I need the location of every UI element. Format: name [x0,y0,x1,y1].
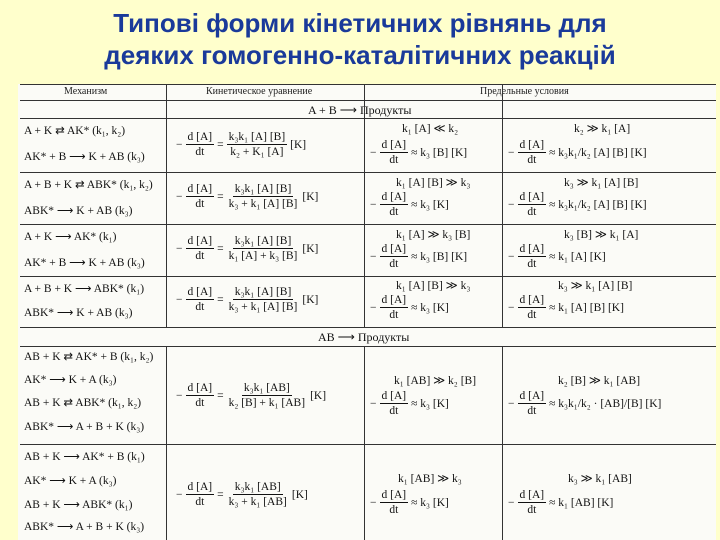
mechanism-step: AK* ⟶ K + A (k₃) [24,475,117,487]
limit-2-result: ≈ k₁ [A] [B] [K] [549,301,624,314]
mechanism-step: AK* + B ⟶ K + AB (k₃) [24,151,145,163]
header-rate-equation: Кинетическое уравнение [206,86,313,97]
rate-denominator: k₃ + k₁ [AB] [228,496,287,508]
rule-header [20,100,716,101]
mechanism-step: AB + K ⇄ ABK* (k₁, k₂) [24,397,142,409]
mechanism-step: ABK* ⟶ K + AB (k₃) [24,205,133,217]
rate-denominator: k₃ + k₁ [A] [B] [228,301,298,313]
mechanism-step: A + B + K ⟶ ABK* (k₁) [24,283,145,295]
limit-2-result: ≈ k₁ [A] [K] [549,250,606,263]
rate-equation: − $\frac{d [A]}{dt}$ = $\frac{\text{k₃k₁ [A] [B]}}{\text{k₃ + k₁ [A] [B]}}$ [K] [176,183,319,210]
limit-1-condition: k₁ [A] [B] ≫ k₃ [396,177,471,189]
limit-2-result: ≈ k₃k₁/k₂ [A] [B] [K] [549,198,647,211]
mechanism-step: AB + K ⇄ AK* + B (k₁, k₂) [24,351,154,363]
rate-numerator: k₃k₁ [A] [B] [234,286,292,298]
rate-equation: − $\frac{d [A]}{dt}$ = $\frac{\text{k₃k₁ [A] [B]}}{\text{k₁ [A] + k₃ [B]}}$ [K] [176,235,319,262]
limit-1-result: ≈ k₃ [K] [411,496,449,509]
mechanism-step: AB + K ⟶ ABK* (k₁) [24,499,133,511]
rate-equation: − $\frac{d [A]}{dt}$ = $\frac{\text{k₃k₁ [AB]}}{\text{k₃ + k₁ [AB]}}$ [K] [176,481,308,508]
col-rule-3b [502,346,503,540]
rate-denominator: k₃ + k₁ [A] [B] [228,198,298,210]
col-rule-2b [364,346,365,540]
rule-row-4 [20,327,716,328]
col-rule-1b [166,346,167,540]
header-mechanism: Механизм [64,86,108,97]
rate-equation: − $\frac{d [A]}{dt}$ = $\frac{\text{k₃k₁ [A] [B]}}{\text{k₃ + k₁ [A] [B]}}$ [K] [176,286,319,313]
limit-2-result: ≈ k₁ [AB] [K] [549,496,614,509]
limit-1-condition: k₁ [AB] ≫ k₂ [B] [394,375,477,387]
rate-equation: − $\frac{d [A]}{dt}$ = $\frac{\text{k₃k₁ [AB]}}{\text{k₂ [B] + k₁ [AB]}}$ [K] [176,382,327,409]
rate-catalyst: [K] [291,488,308,501]
mechanism-step: AB + K ⟶ AK* + B (k₁) [24,451,145,463]
rate-denominator: k₂ [B] + k₁ [AB] [228,397,306,409]
limit-1-result: ≈ k₃ [K] [411,198,449,211]
rate-catalyst: [K] [290,138,307,151]
rate-catalyst: [K] [302,242,319,255]
limit-1-condition: k₁ [AB] ≫ k₃ [398,473,462,485]
rate-denominator: k₂ + K₁ [A] [230,146,284,158]
limit-2-equation: − $\frac{d [A]}{dt}$ ≈ k₃k₁/k₂ · [AB]/[B] [K] [508,390,662,417]
rate-numerator: k₃k₁ [AB] [234,481,281,493]
limit-2-condition: k₃ ≫ k₁ [A] [B] [564,177,639,189]
limit-1-condition: k₁ [A] ≪ k₂ [402,123,459,135]
limit-1-result: ≈ k₃ [K] [411,397,449,410]
limit-2-condition: k₂ ≫ k₁ [A] [574,123,631,135]
rule-top [20,84,716,85]
limit-1-equation: − $\frac{d [A]}{dt}$ ≈ k₃ [K] [370,489,449,516]
limit-1-equation: − $\frac{d [A]}{dt}$ ≈ k₃ [B] [K] [370,139,468,166]
rule-section-1 [20,118,716,119]
limit-1-result: ≈ k₃ [K] [411,301,449,314]
rule-row-5 [20,444,716,445]
limit-1-condition: k₁ [A] [B] ≫ k₃ [396,280,471,292]
limit-1-result: ≈ k₃ [B] [K] [411,146,468,159]
rate-numerator: k₃k₁ [AB] [243,382,290,394]
rule-row-3 [20,276,716,277]
limit-2-equation: − $\frac{d [A]}{dt}$ ≈ k₃k₁/k₂ [A] [B] [K] [508,139,647,166]
limit-2-equation: − $\frac{d [A]}{dt}$ ≈ k₁ [A] [K] [508,243,606,270]
mechanism-step: AK* + B ⟶ K + AB (k₃) [24,257,145,269]
limit-2-condition: k₃ ≫ k₁ [AB] [568,473,632,485]
limit-2-condition: k₃ [B] ≫ k₁ [A] [564,229,639,241]
limit-2-equation: − $\frac{d [A]}{dt}$ ≈ k₃k₁/k₂ [A] [B] [K] [508,191,647,218]
mechanism-step: A + B + K ⇄ ABK* (k₁, k₂) [24,179,153,191]
rule-row-1 [20,172,716,173]
header-limiting-conditions: Предельные условия [480,86,569,97]
mechanism-step: A + K ⇄ AK* (k₁, k₂) [24,125,126,137]
rate-numerator: k₃k₁ [A] [B] [234,183,292,195]
rate-equation: − $\frac{d [A]}{dt}$ = $\frac{\text{k₃k₁ [A] [B]}}{\text{k₂ + K₁ [A]}}$ [K] [176,131,307,158]
mechanism-step: ABK* ⟶ K + AB (k₃) [24,307,133,319]
limit-2-equation: − $\frac{d [A]}{dt}$ ≈ k₁ [A] [B] [K] [508,294,624,321]
limit-2-equation: − $\frac{d [A]}{dt}$ ≈ k₁ [AB] [K] [508,489,614,516]
kinetics-table [18,84,716,540]
rate-catalyst: [K] [310,389,327,402]
rate-numerator: k₃k₁ [A] [B] [228,131,286,143]
limit-2-condition: k₃ ≫ k₁ [A] [B] [558,280,633,292]
rate-denominator: k₁ [A] + k₃ [B] [228,250,298,262]
rate-catalyst: [K] [302,293,319,306]
limit-1-equation: − $\frac{d [A]}{dt}$ ≈ k₃ [B] [K] [370,243,468,270]
col-rule-1a [166,84,167,328]
rule-row-2 [20,224,716,225]
slide-title-line-2: деяких гомогенно-каталітичних реакцій [104,40,616,70]
mechanism-step: AK* ⟶ K + A (k₃) [24,374,117,386]
mechanism-step: ABK* ⟶ A + B + K (k₃) [24,521,145,533]
limit-2-result: ≈ k₃k₁/k₂ [A] [B] [K] [549,146,647,159]
section-title-a-plus-b: A + B ⟶ Продукты [308,103,412,117]
limit-1-equation: − $\frac{d [A]}{dt}$ ≈ k₃ [K] [370,390,449,417]
limit-1-result: ≈ k₃ [B] [K] [411,250,468,263]
col-rule-2a [364,84,365,328]
rate-catalyst: [K] [302,190,319,203]
rate-numerator: k₃k₁ [A] [B] [234,235,292,247]
col-rule-3a [502,84,503,328]
slide-title-line-1: Типові форми кінетичних рівнянь для [113,8,607,38]
limit-2-condition: k₂ [B] ≫ k₁ [AB] [558,375,641,387]
mechanism-step: A + K ⟶ AK* (k₁) [24,231,117,243]
limit-1-equation: − $\frac{d [A]}{dt}$ ≈ k₃ [K] [370,191,449,218]
limit-2-result: ≈ k₃k₁/k₂ · [AB]/[B] [K] [549,397,662,410]
limit-1-equation: − $\frac{d [A]}{dt}$ ≈ k₃ [K] [370,294,449,321]
section-title-ab: AB ⟶ Продукты [318,330,410,344]
mechanism-step: ABK* ⟶ A + B + K (k₃) [24,421,145,433]
rule-section-2 [20,346,716,347]
limit-1-condition: k₁ [A] ≫ k₃ [B] [396,229,471,241]
